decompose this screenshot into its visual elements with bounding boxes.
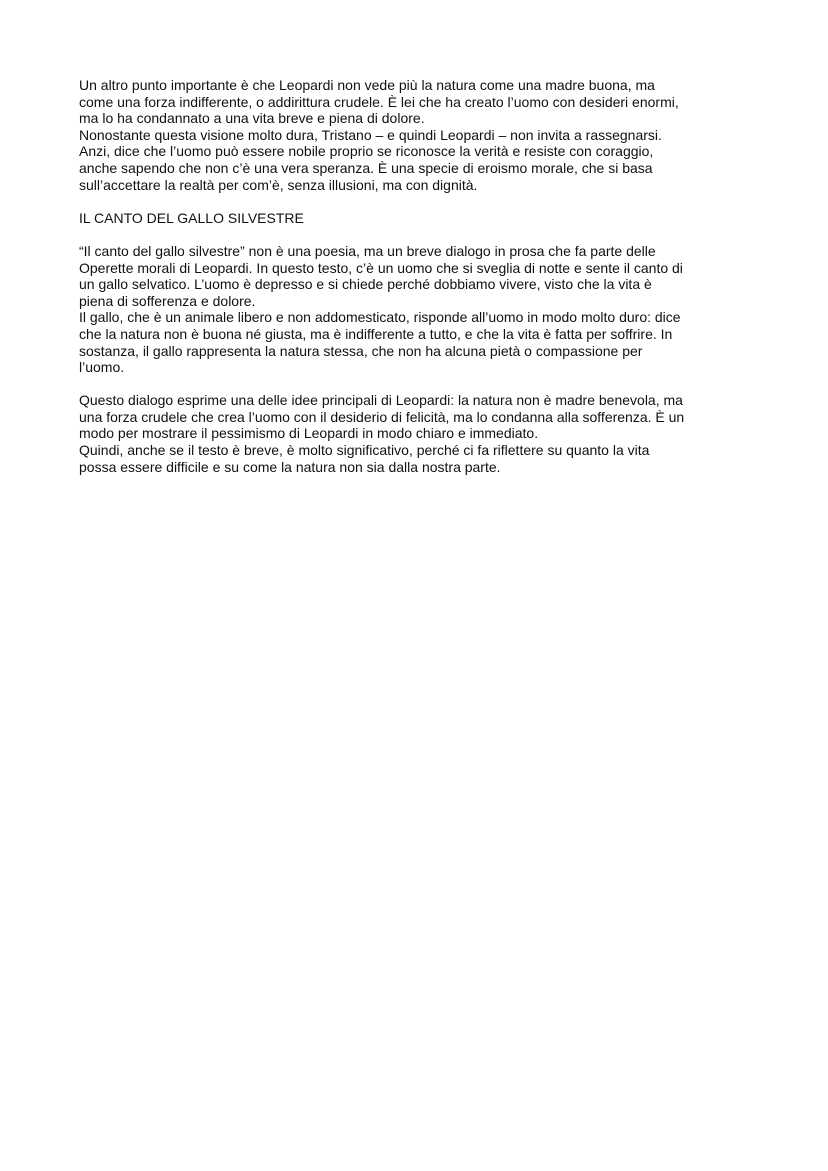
- text-line: Un altro punto importante è che Leopardi non vede più la natura come una madre buona, ma: [79, 77, 655, 93]
- text-line: Questo dialogo esprime una delle idee principali di Leopardi: la natura non è madre benevola, ma: [79, 392, 683, 409]
- intro-paragraph: [79, 77, 759, 193]
- text-line: come una forza indifferente, o addirittura crudele. È lei che ha creato l’uomo con desideri enormi,: [79, 93, 679, 110]
- text-line: sull’accettare la realtà per com’è, senza illusioni, ma con dignità.: [79, 176, 478, 193]
- text-line: Anzi, dice che l’uomo può essere nobile proprio se riconosce la verità e resiste con coraggio,: [79, 143, 654, 160]
- paragraph-spacer: [79, 193, 759, 210]
- text-line: ma lo ha condannato a una vita breve e piena di dolore.: [79, 110, 425, 127]
- text-line: Nonostante questa visione molto dura, Tristano – e quindi Leopardi – non invita a rassegnarsi.: [79, 126, 662, 143]
- text-line: un gallo selvatico. L’uomo è depresso e si chiede perché dobbiamo vivere, visto che la vita è: [79, 276, 652, 293]
- section-paragraph-1: [79, 243, 759, 376]
- text-line: possa essere difficile e su come la natura non sia dalla nostra parte.: [79, 458, 501, 475]
- text-line: Il gallo, che è un animale libero e non addomesticato, risponde all’uomo in modo molto duro: dice: [79, 309, 681, 326]
- section-paragraph-2: [79, 392, 759, 475]
- text-line: sostanza, il gallo rappresenta la natura stessa, che non ha alcuna pietà o compassione per: [79, 342, 643, 359]
- text-line: anche sapendo che non c’è una vera speranza. È una specie di eroismo morale, che si basa: [79, 159, 653, 176]
- text-line: “Il canto del gallo silvestre” non è una poesia, ma un breve dialogo in prosa che fa parte delle: [79, 242, 656, 259]
- text-line: che la natura non è buona né giusta, ma è indifferente a tutto, e che la vita è fatta per soffrire. In: [79, 325, 673, 342]
- text-line: l’uomo.: [79, 359, 125, 376]
- text-line: Operette morali di Leopardi. In questo testo, c’è un uomo che si sveglia di notte e sente il canto di: [79, 259, 683, 276]
- paragraph-spacer: [79, 376, 759, 393]
- text-line: una forza crudele che crea l’uomo con il desiderio di felicità, ma lo condanna alla sofferenza. È un: [79, 408, 685, 425]
- paragraph-spacer: [79, 226, 759, 243]
- text-line: Quindi, anche se il testo è breve, è molto significativo, perché ci fa riflettere su quanto la vita: [79, 442, 650, 459]
- document-body: [79, 77, 759, 475]
- section-heading: IL CANTO DEL GALLO SILVESTRE: [79, 209, 304, 226]
- text-line: piena di sofferenza e dolore.: [79, 292, 256, 309]
- text-line: modo per mostrare il pessimismo di Leopardi in modo chiaro e immediato.: [79, 425, 539, 442]
